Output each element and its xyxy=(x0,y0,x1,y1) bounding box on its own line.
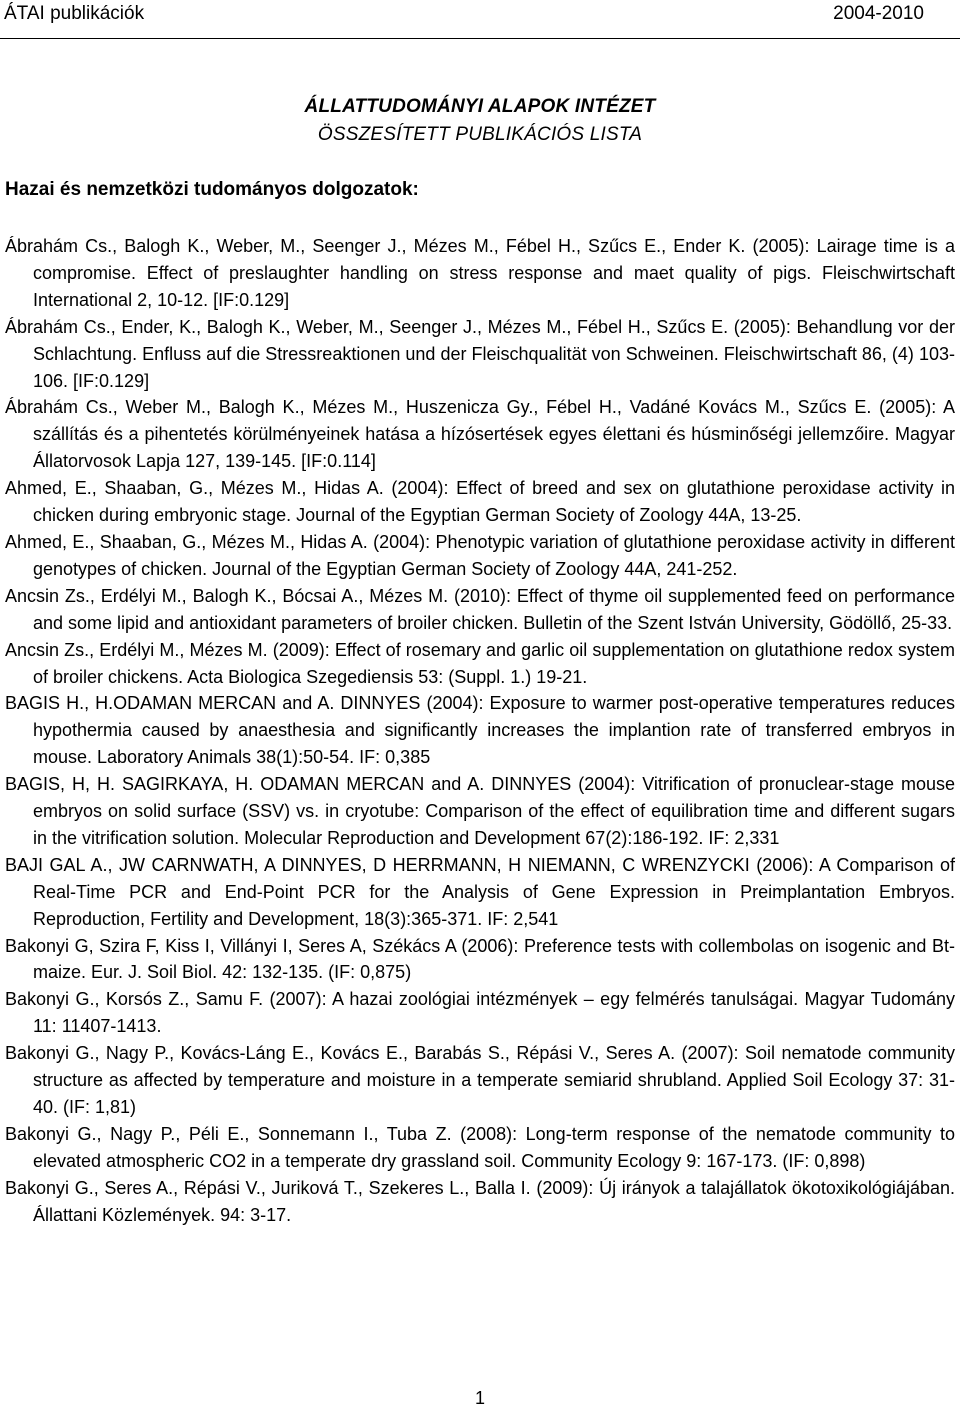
publication-entry: Bakonyi G, Szira F, Kiss I, Villányi I, Seres A, Székács A (2006): Preference tests with collembolas on isogenic and Bt-maize. Eur. J. Soil Biol. 42: 132-135. (IF: 0,875) xyxy=(5,935,955,983)
publication-entry: Ahmed, E., Shaaban, G., Mézes M., Hidas A. (2004): Phenotypic variation of glutathione peroxidase activity in different genotypes of chicken. Journal of the Egyptian German Society of Zoology 44A, 241-252. xyxy=(5,531,955,579)
publication-entry: BAJI GAL A., JW CARNWATH, A DINNYES, D HERRMANN, H NIEMANN, C WRENZYCKI (2006): A Comparison of Real-Time PCR and End-Point PCR for the Analysis of Gene Expression in Preimplantation Embryos. Reproduction, Fertility and Development, 18(3):365-371. IF: 2,541 xyxy=(5,854,955,929)
page-header xyxy=(0,0,960,38)
section-heading: Hazai és nemzetközi tudományos dolgozatok: xyxy=(5,179,419,200)
publication-entry: Bakonyi G., Seres A., Répási V., Juriková T., Szekeres L., Balla I. (2009): Új irányok a talajállatok ökotoxikológiájában. Állattani Közlemények. 94: 3-17. xyxy=(5,1177,955,1225)
document-title: ÁLLATTUDOMÁNYI ALAPOK INTÉZET xyxy=(304,96,656,117)
header-title: ÁTAI publikációk xyxy=(4,3,145,24)
document-subtitle: ÖSSZESÍTETT PUBLIKÁCIÓS LISTA xyxy=(317,124,643,145)
publication-entry: Ábrahám Cs., Ender, K., Balogh K., Weber, M., Seenger J., Mézes M., Fébel H., Szűcs E. (2005): Behandlung vor der Schlachtung. Enfluss auf die Stressreaktionen und der Fleischqualität von Schweinen. Fleischwirtschaft 86, (4) 103-106. [IF:0.129] xyxy=(5,316,955,391)
publication-entry: Bakonyi G., Nagy P., Kovács-Láng E., Kovács E., Barabás S., Répási V., Seres A. (2007): Soil nematode community structure as affected by temperature and moisture in a temperate semiarid shrubland. Applied Soil Ecology 37: 31-40. (IF: 1,81) xyxy=(5,1043,955,1117)
publication-entry: Ábrahám Cs., Weber M., Balogh K., Mézes M., Huszenicza Gy., Fébel H., Vadáné Kovács M., Szűcs E. (2005): A szállítás és a pihentetés körülményeinek hatása a hízósertések egyes élettani és húsminőségi jellemzőire. Magyar Állatorvosok Lapja 127, 139-145. [IF:0.114] xyxy=(5,397,955,472)
publication-entry: Bakonyi G., Korsós Z., Samu F. (2007): A hazai zoológiai intézmények – egy felmérés tanulságai. Magyar Tudomány 11: 11407-1413. xyxy=(5,989,955,1037)
publication-entry: Ancsin Zs., Erdélyi M., Mézes M. (2009): Effect of rosemary and garlic oil supplementation on glutathione redox system of broiler chickens. Acta Biologica Szegediensis 53: (Suppl. 1.) 19-21. xyxy=(5,639,955,687)
publication-entry: Ábrahám Cs., Balogh K., Weber, M., Seenger J., Mézes M., Fébel H., Szűcs E., Ender K. (2005): Lairage time is a compromise. Effect of preslaughter handling on stress response and maet quality of pigs. Fleischwirtschaft International 2, 10-12. [IF:0.129] xyxy=(5,236,955,310)
publication-entry: BAGIS, H, H. SAGIRKAYA, H. ODAMAN MERCAN and A. DINNYES (2004): Vitrification of pronuclear-stage mouse embryos on solid surface (SSV) vs. in cryotube: Comparison of the effect of equilibration time and different sugars in the vitrification solution. Molecular Reproduction and Development 67(2):186-192. IF: 2,331 xyxy=(5,774,955,848)
publication-list xyxy=(5,233,955,1229)
header-year-range: 2004-2010 xyxy=(833,3,924,24)
publication-entry: Bakonyi G., Nagy P., Péli E., Sonnemann I., Tuba Z. (2008): Long-term response of the nematode community to elevated atmospheric CO2 in a temperate dry grassland soil. Community Ecology 9: 167-173. (IF: 0,898) xyxy=(5,1123,955,1171)
publication-entry: Ancsin Zs., Erdélyi M., Balogh K., Bócsai A., Mézes M. (2010): Effect of thyme oil supplemented feed on performance and some lipid and antioxidant parameters of broiler chicken. Bulletin of the Szent István University, Gödöllő, 25-33. xyxy=(5,585,955,633)
publication-entry: Ahmed, E., Shaaban, G., Mézes M., Hidas A. (2004): Effect of breed and sex on glutathione peroxidase activity in chicken during embryonic stage. Journal of the Egyptian German Society of Zoology 44A, 13-25. xyxy=(5,478,955,526)
publication-entry: BAGIS H., H.ODAMAN MERCAN and A. DINNYES (2004): Exposure to warmer post-operative temperatures reduces hypothermia caused by anaesthesia and significantly increases the implantion rate of transferred embryos in mouse. Laboratory Animals 38(1):50-54. IF: 0,385 xyxy=(5,693,955,768)
page-number: 1 xyxy=(474,1388,485,1408)
header-divider xyxy=(0,38,960,39)
